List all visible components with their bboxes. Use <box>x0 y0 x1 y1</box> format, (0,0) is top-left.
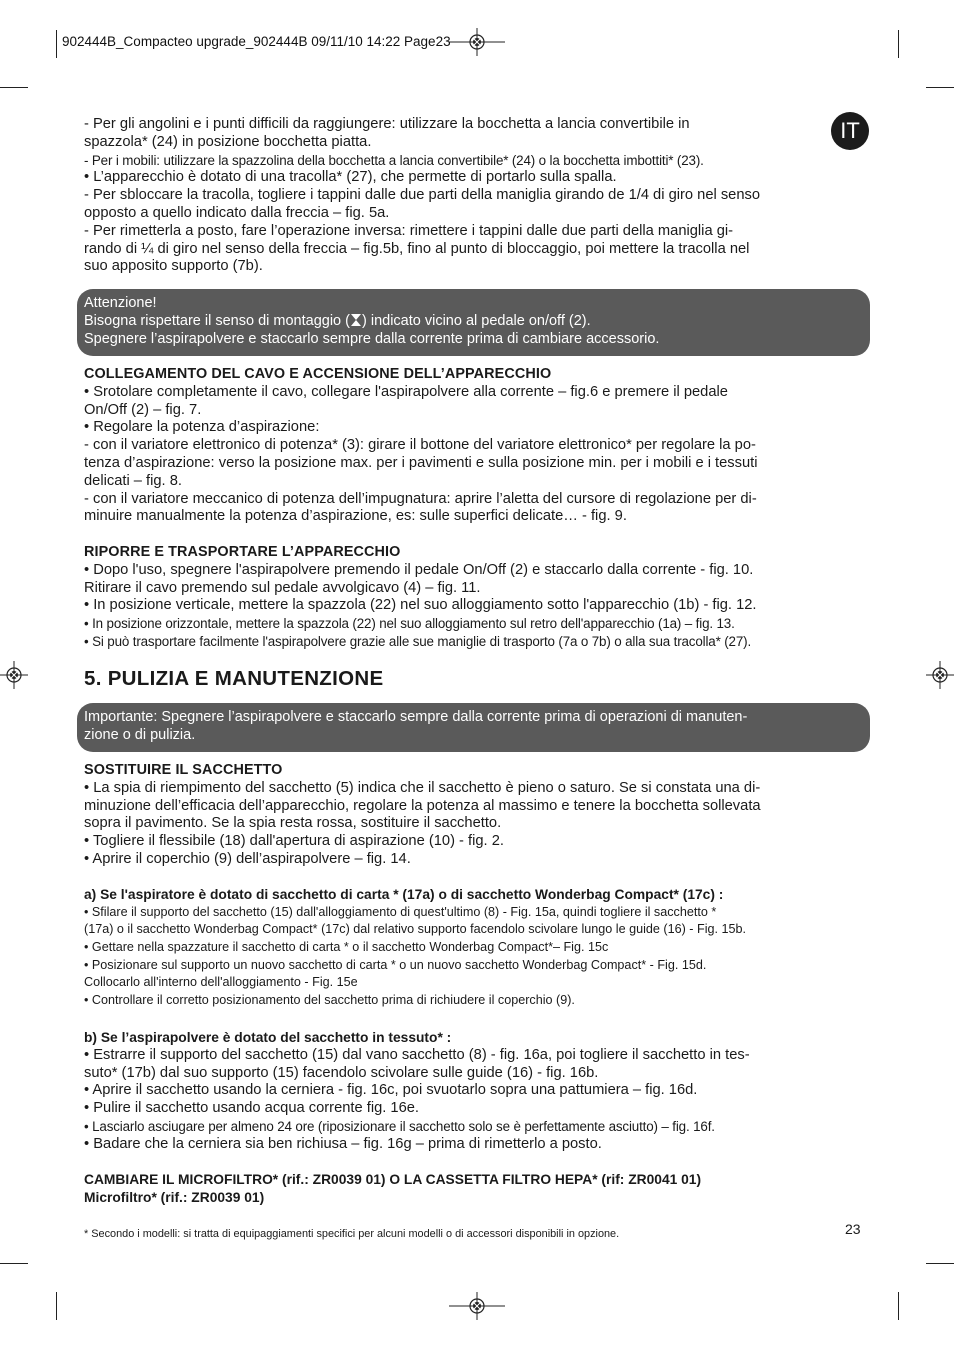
section-microfilter <box>84 1171 868 1207</box>
section-line: delicati – fig. 8. <box>84 472 182 489</box>
note-line: Spegnere l’aspirapolvere e staccarlo sempre dalla corrente prima di cambiare accessorio. <box>84 331 660 347</box>
section-line: - con il variatore elettronico di potenza* (3): girare il bottone del variatore elettronico* per regolare la po- <box>84 437 756 454</box>
page-number: 23 <box>845 1221 861 1237</box>
intro-line: - Per i mobili: utilizzare la spazzolina della bocchetta a lancia convertibile* (24) o la bocchetta imbottiti* (23). <box>84 152 704 168</box>
intro-block <box>84 116 868 276</box>
section-line: - con il variatore meccanico di potenza dell’impugnatura: aprire l’aletta del cursore di regolazione per di- <box>84 490 757 507</box>
intro-line: rando di ¼ di giro nel senso della freccia – fig.5b, fino al punto di bloccaggio, poi mettere la tracolla nel <box>84 240 750 257</box>
section-line: sopra il pavimento. Se la spia resta rossa, sostituire il sacchetto. <box>84 815 502 832</box>
subsection-line: • Lasciarlo asciugare per almeno 24 ore (riposizionare il sacchetto solo se è perfettamente asciutto) – fig. 16f. <box>84 1118 715 1134</box>
subsection-line: (17a) o il sacchetto Wonderbag Compact* (17c) dal relativo supporto facendolo scivolare lungo le guide (16) - Fig. 15b. <box>84 922 747 937</box>
chapter-title: 5. PULIZIA E MANUTENZIONE <box>84 667 384 690</box>
section-title: RIPORRE E TRASPORTARE L’APPARECCHIO <box>84 544 401 560</box>
crop-mark <box>926 87 954 88</box>
section-cable-connection <box>84 366 868 526</box>
section-line: • Dopo l'uso, spegnere l'aspirapolvere premendo il pedale On/Off (2) e staccarlo dalla corrente - fig. 10. <box>84 561 754 578</box>
intro-line: suo apposito supporto (7b). <box>84 258 263 275</box>
section-line: Ritirare il cavo premendo sul pedale avvolgicavo (4) – fig. 11. <box>84 579 481 596</box>
intro-line: - Per gli angolini e i punti difficili da raggiungere: utilizzare la bocchetta a lancia convertibile in <box>84 116 690 132</box>
section-line: • Aprire il coperchio (9) dell’aspirapolvere – fig. 14. <box>84 850 411 867</box>
section-storage-transport <box>84 544 868 651</box>
crop-mark <box>898 1292 899 1320</box>
attention-note <box>77 289 870 356</box>
section-line: • Togliere il flessibile (18) dall'apertura di aspirazione (10) - fig. 2. <box>84 833 504 850</box>
note-line: Importante: Spegnere l’aspirapolvere e staccarlo sempre dalla corrente prima di operazioni di manuten- <box>84 709 748 725</box>
footnote: * Secondo i modelli: si tratta di equipaggiamenti specifici per alcuni modelli o di accessori disponibili in opzione. <box>84 1228 620 1240</box>
crop-mark <box>56 1292 57 1320</box>
intro-line: - Per rimetterla a posto, fare l’operazione inversa: rimettere i tappini dalle due parti della maniglia gi- <box>84 222 734 239</box>
registration-mark-icon <box>449 28 505 56</box>
subsection-fabric-bag <box>84 1029 868 1154</box>
section-line: minuire manualmente la potenza d’aspirazione, es: sulle superfici delicate… - fig. 9. <box>84 508 627 525</box>
subsection-line: • Sfilare il supporto del sacchetto (15) dall'alloggiamento di quest'ultimo (8) - Fig. 15a, quindi togliere il sacchetto * <box>84 904 717 919</box>
registration-mark-icon <box>926 661 954 689</box>
section-subtitle: Microfiltro* (rif.: ZR0039 01) <box>84 1189 265 1205</box>
subsection-line: • Gettare nella spazzature il sacchetto di carta * o il sacchetto Wonderbag Compact*– Fig. 15c <box>84 939 609 954</box>
section-line: • In posizione orizzontale, mettere la spazzola (22) nel suo alloggiamento sul retro dell'apparecchio (1a) – fig. 13. <box>84 616 735 632</box>
registration-mark-icon <box>0 661 28 689</box>
section-replace-bag <box>84 762 868 869</box>
section-line: tenza d’aspirazione: verso la posizione max. per i pavimenti e sulla posizione min. per i mobili e i tessuti <box>84 454 758 471</box>
intro-line: spazzola* (24) in posizione bocchetta piatta. <box>84 133 372 150</box>
subsection-line: • Posizionare sul supporto un nuovo sacchetto di carta * o un nuovo sacchetto Wonderbag Compact* - Fig. 15d. <box>84 957 707 972</box>
crop-mark <box>0 1263 28 1264</box>
subsection-line: suto* (17b) dal suo supporto (15) facendolo scivolare sulle guide (16) - fig. 16b. <box>84 1064 599 1081</box>
intro-line: - Per sbloccare la tracolla, togliere i tappini dalle due parti della maniglia girando de 1/4 di giro nel senso <box>84 187 761 204</box>
section-line: On/Off (2) – fig. 7. <box>84 401 202 418</box>
subsection-line: • Badare che la cerniera sia ben richiusa – fig. 16g – prima di rimetterlo a posto. <box>84 1135 602 1152</box>
subsection-paper-bag <box>84 886 868 1009</box>
intro-line: opposto a quello indicato dalla freccia – fig. 5a. <box>84 204 390 221</box>
print-slug: 902444B_Compacteo upgrade_902444B 09/11/10 14:22 Page23 <box>62 34 451 49</box>
section-line: • La spia di riempimento del sacchetto (5) indica che il sacchetto è pieno o saturo. Se si constata una di- <box>84 779 761 796</box>
subsection-line: • Controllare il corretto posizionamento del sacchetto prima di richiudere il coperchio (9). <box>84 992 575 1007</box>
subsection-title: a) Se l'aspiratore è dotato di sacchetto di carta * (17a) o di sacchetto Wonderbag Compact* (17c) : <box>84 887 724 902</box>
intro-line: • L’apparecchio è dotato di una tracolla* (27), che permette di portarlo sulla spalla. <box>84 169 617 186</box>
section-title: CAMBIARE IL MICROFILTRO* (rif.: ZR0039 01) O LA CASSETTA FILTRO HEPA* (rif: ZR0041 01) <box>84 1172 702 1187</box>
section-line: • In posizione verticale, mettere la spazzola (22) nel suo alloggiamento sotto l'apparecchio (1b) - fig. 12. <box>84 597 757 614</box>
crop-mark <box>898 30 899 58</box>
important-note <box>77 703 870 752</box>
note-line: Bisogna rispettare il senso di montaggio ( ) indicato vicino al pedale on/off (2). <box>84 313 591 329</box>
note-title: Attenzione! <box>84 295 157 311</box>
crop-mark <box>926 1263 954 1264</box>
subsection-line: Collocarlo all'interno dell'alloggiamento - Fig. 15e <box>84 975 358 990</box>
crop-mark <box>56 30 57 58</box>
section-line: • Si può trasportare facilmente l'aspirapolvere grazie alle sue maniglie di trasporto (7a o 7b) o alla sua tracolla* (27). <box>84 633 752 649</box>
section-line: minuzione dell’efficacia dell’apparecchio, regolare la potenza al massimo e tenere la bocchetta sollevata <box>84 797 761 814</box>
registration-mark-icon <box>449 1292 505 1320</box>
section-title: COLLEGAMENTO DEL CAVO E ACCENSIONE DELL’APPARECCHIO <box>84 366 552 382</box>
section-line: • Regolare la potenza d’aspirazione: <box>84 419 320 436</box>
subsection-line: • Pulire il sacchetto usando acqua corrente fig. 16e. <box>84 1100 419 1117</box>
language-badge: IT <box>831 112 869 150</box>
note-line: zione o di pulizia. <box>84 727 196 743</box>
mounting-direction-icon <box>350 313 362 327</box>
section-title: SOSTITUIRE IL SACCHETTO <box>84 762 283 778</box>
subsection-line: • Estrarre il supporto del sacchetto (15) dal vano sacchetto (8) - fig. 16a, poi togliere il sacchetto in tes- <box>84 1046 750 1063</box>
crop-mark <box>0 87 28 88</box>
subsection-title: b) Se l’aspirapolvere è dotato del sacchetto in tessuto* : <box>84 1030 452 1045</box>
section-line: • Srotolare completamente il cavo, collegare l'aspirapolvere alla corrente – fig.6 e premere il pedale <box>84 383 728 400</box>
subsection-line: • Aprire il sacchetto usando la cerniera - fig. 16c, poi svuotarlo sopra una pattumiera – fig. 16d. <box>84 1082 698 1099</box>
